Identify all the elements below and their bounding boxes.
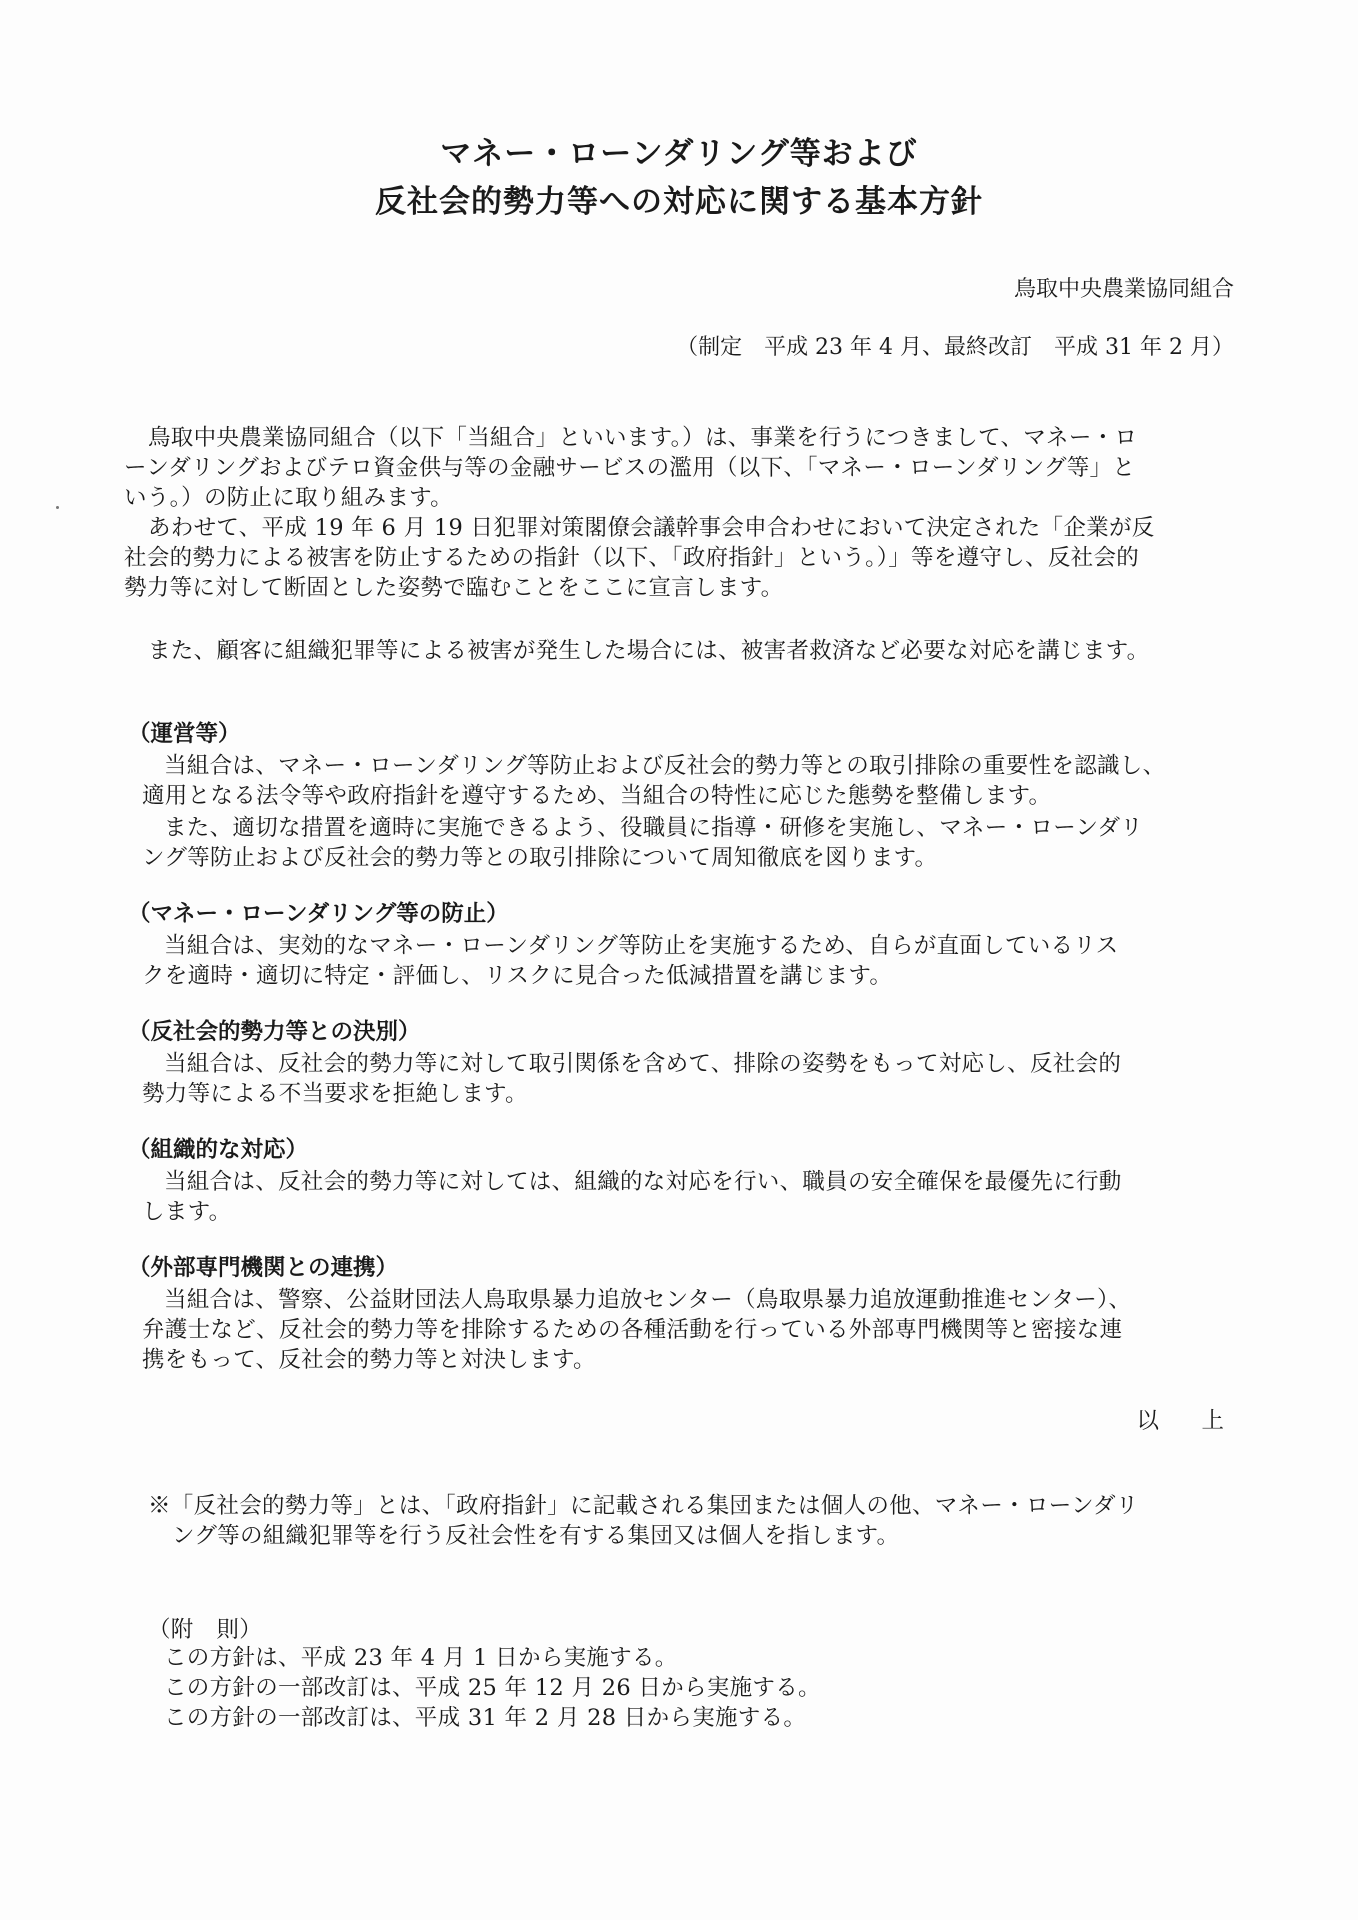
supplementary-line: この方針は、平成 23 年 4 月 1 日から実施する。 <box>164 1645 678 1671</box>
intro-line: いう。）の防止に取り組みます。 <box>124 485 453 511</box>
section-line: 当組合は、反社会的勢力等に対して取引関係を含めて、排除の姿勢をもって対応し、反社会的 <box>164 1051 1122 1077</box>
section-line: 当組合は、警察、公益財団法人鳥取県暴力追放センター（鳥取県暴力追放運動推進センター）、 <box>164 1287 1132 1313</box>
note-line: ※「反社会的勢力等」とは、「政府指針」に記載される集団または個人の他、マネー・ローンダリ <box>148 1493 1139 1519</box>
intro-line: 鳥取中央農業協同組合（以下「当組合」といいます。）は、事業を行うにつきまして、マネー・ロ <box>148 425 1138 451</box>
section-line: 勢力等による不当要求を拒絶します。 <box>142 1081 528 1107</box>
section-line: 当組合は、実効的なマネー・ローンダリング等防止を実施するため、自らが直面しているリス <box>164 933 1119 959</box>
section-heading-separation: （反社会的勢力等との決別） <box>128 1019 421 1045</box>
section-line: します。 <box>142 1199 232 1225</box>
section-line: 当組合は、マネー・ローンダリング等防止および反社会的勢力等との取引排除の重要性を認識し、 <box>164 753 1166 779</box>
section-heading-aml: （マネー・ローンダリング等の防止） <box>128 901 509 927</box>
intro-line: ーンダリングおよびテロ資金供与等の金融サービスの濫用（以下、「マネー・ローンダリング等」と <box>124 455 1136 481</box>
supplementary-line: この方針の一部改訂は、平成 31 年 2 月 28 日から実施する。 <box>164 1705 807 1731</box>
section-line: また、適切な措置を適時に実施できるよう、役職員に指導・研修を実施し、マネー・ローンダリ <box>164 815 1144 841</box>
closing-mark: 以 上 <box>1136 1408 1234 1434</box>
intro-line: 勢力等に対して断固とした姿勢で臨むことをここに宣言します。 <box>124 575 784 601</box>
section-line: 当組合は、反社会的勢力等に対しては、組織的な対応を行い、職員の安全確保を最優先に行動 <box>164 1169 1122 1195</box>
section-line: 弁護士など、反社会的勢力等を排除するための各種活動を行っている外部専門機関等と密接な連 <box>142 1317 1123 1343</box>
intro-also: また、顧客に組織犯罪等による被害が発生した場合には、被害者救済など必要な対応を講じます。 <box>148 638 1150 664</box>
scan-speck <box>56 506 59 509</box>
section-line: 適用となる法令等や政府指針を遵守するため、当組合の特性に応じた態勢を整備します。 <box>142 783 1052 809</box>
enactment-dates: （制定 平成 23 年 4 月、最終改訂 平成 31 年 2 月） <box>676 335 1234 360</box>
supplementary-heading: （附 則） <box>148 1617 263 1643</box>
intro-line: あわせて、平成 19 年 6 月 19 日犯罪対策閣僚会議幹事会申合わせにおいて決定された「企業が反 <box>148 515 1155 541</box>
supplementary-line: この方針の一部改訂は、平成 25 年 12 月 26 日から実施する。 <box>164 1675 821 1701</box>
section-line: クを適時・適切に特定・評価し、リスクに見合った低減措置を講じます。 <box>142 963 893 989</box>
intro-line: 社会的勢力による被害を防止するための指針（以下、「政府指針」という。）」等を遵守し、反社会的 <box>124 545 1140 571</box>
document-title-line-2: 反社会的勢力等への対応に関する基本方針 <box>375 184 983 220</box>
section-heading-organizational: （組織的な対応） <box>128 1137 309 1163</box>
section-heading-cooperation: （外部専門機関との連携） <box>128 1255 399 1281</box>
section-heading-operations: （運営等） <box>128 721 241 747</box>
section-line: 携をもって、反社会的勢力等と対決します。 <box>142 1347 596 1373</box>
note-line: ング等の組織犯罪等を行う反社会性を有する集団又は個人を指します。 <box>172 1523 900 1549</box>
section-line: ング等防止および反社会的勢力等との取引排除について周知徹底を図ります。 <box>142 845 938 871</box>
document-title-line-1: マネー・ローンダリング等および <box>440 136 918 172</box>
organization-name: 鳥取中央農業協同組合 <box>1013 277 1234 302</box>
